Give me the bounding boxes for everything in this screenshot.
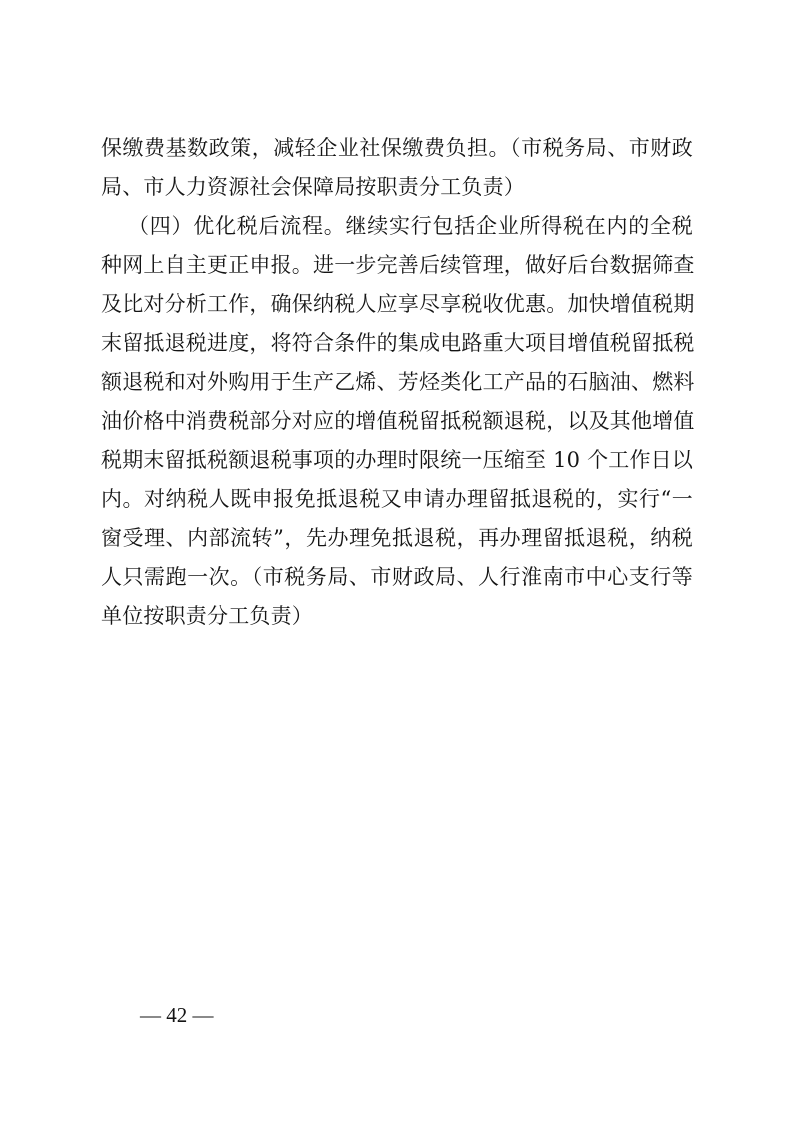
page-number: — 42 — [140,1003,214,1027]
text-line-12: 人只需跑一次。（市税务局、市财政局、人行淮南市中心支行等 [101,565,693,589]
text-line-5: 及比对分析工作，确保纳税人应享尽享税收优惠。加快增值税期 [101,292,695,316]
text-line-9: 税期末留抵税额退税事项的办理时限统一压缩至 10 个工作日以 [101,448,694,472]
text-line-13: 单位按职责分工负责） [101,604,313,628]
text-line-10: 内。对纳税人既申报免抵退税又申请办理留抵退税的，实行“一 [101,487,693,511]
section-heading-line: （四）优化税后流程。继续实行包括企业所得税在内的全税 [128,214,693,238]
text-line-7: 额退税和对外购用于生产乙烯、芳烃类化工产品的石脑油、燃料 [101,370,695,394]
text-line-2: 局、市人力资源社会保障局按职责分工负责） [101,175,525,199]
text-line-8: 油价格中消费税部分对应的增值税留抵税额退税，以及其他增值 [101,409,695,433]
text-line-1: 保缴费基数政策，减轻企业社保缴费负担。（市税务局、市财政 [101,136,693,160]
text-line-6: 末留抵退税进度，将符合条件的集成电路重大项目增值税留抵税 [101,331,695,355]
text-line-4: 种网上自主更正申报。进一步完善后续管理，做好后台数据筛查 [101,253,695,277]
text-line-11: 窗受理、内部流转”，先办理免抵退税，再办理留抵退税，纳税 [101,526,693,550]
